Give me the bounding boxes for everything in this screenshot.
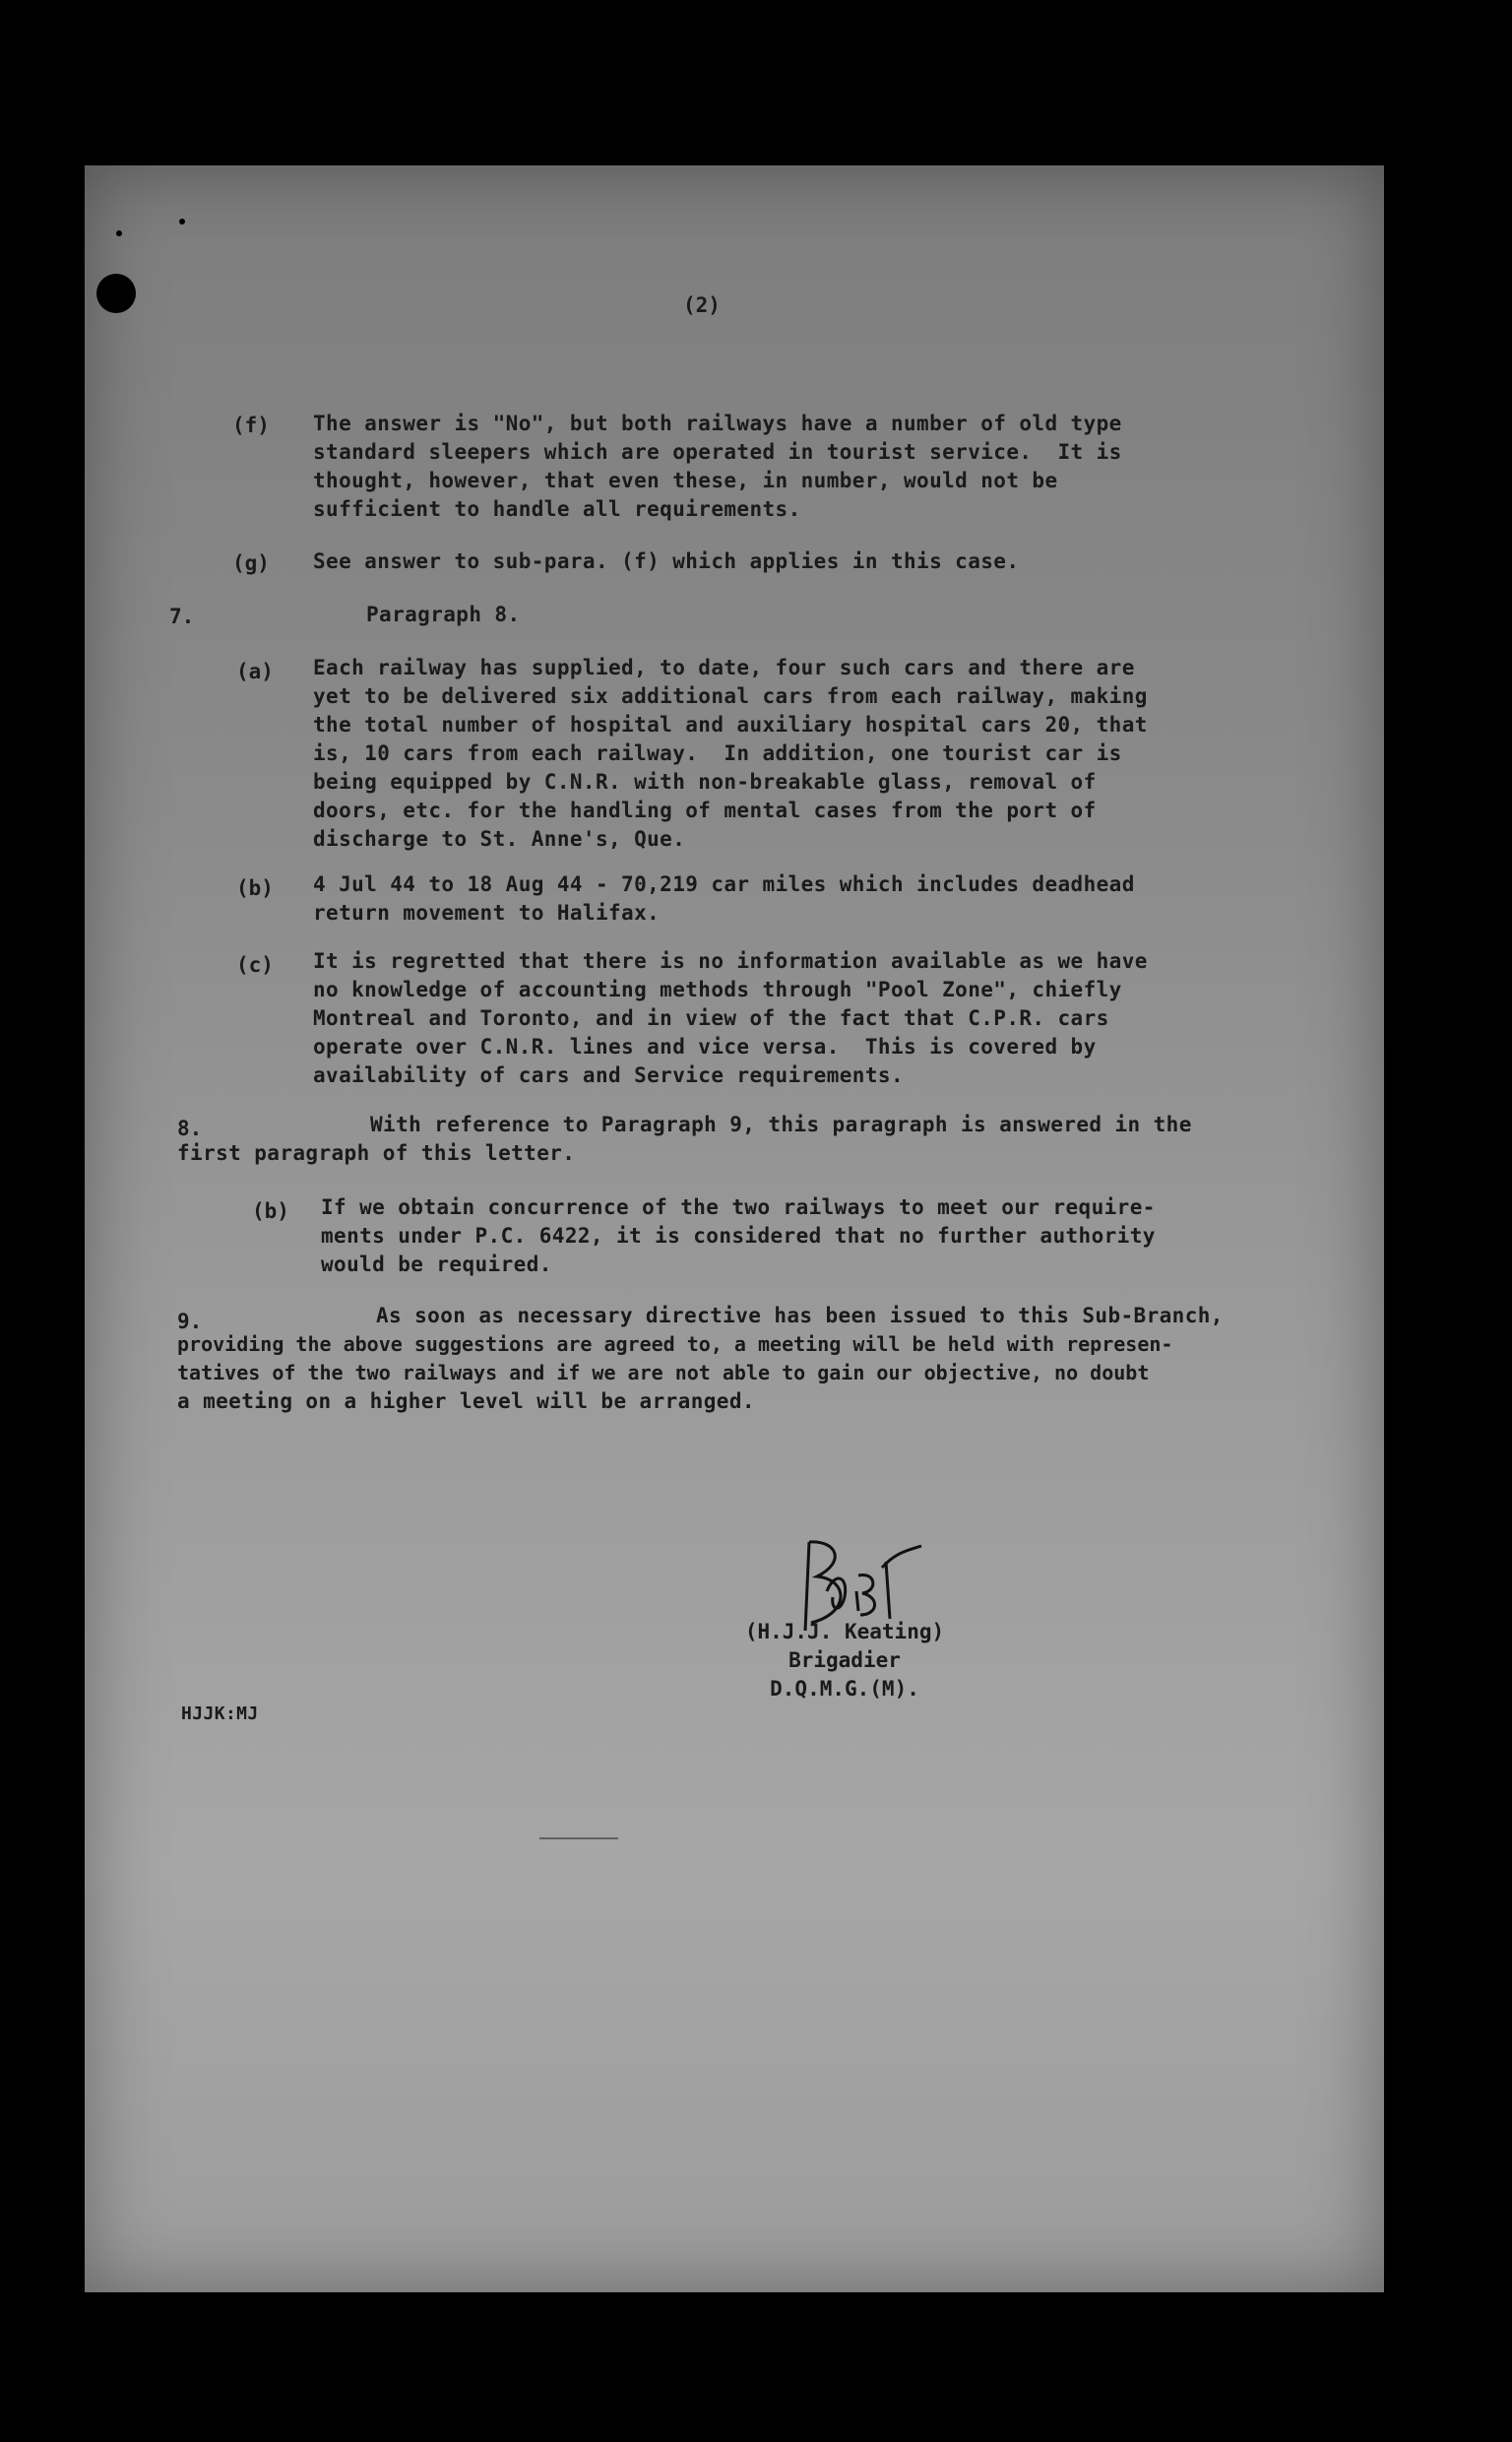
para-f-line: sufficient to handle all requirements. (313, 497, 801, 521)
para-label: (b) (252, 1199, 289, 1223)
para-label: (f) (232, 414, 270, 437)
para-a-line: Each railway has supplied, to date, four such cars and there are (313, 656, 1135, 679)
para-label: (c) (236, 953, 274, 977)
para-f-line: The answer is "No", but both railways have a number of old type (313, 412, 1122, 435)
para-label: 9. (177, 1310, 203, 1333)
para-label: (a) (236, 660, 274, 683)
para-c-line: availability of cars and Service requirements. (313, 1063, 904, 1087)
para-9-line: a meeting on a higher level will be arranged. (177, 1389, 755, 1413)
para-8b-line: would be required. (321, 1253, 552, 1276)
para-a-line: doors, etc. for the handling of mental cases from the port of (313, 799, 1097, 822)
speck (116, 230, 122, 236)
para-label: (g) (232, 551, 270, 575)
punch-hole (96, 274, 136, 313)
para-label: (b) (236, 876, 274, 900)
page-number: (2) (683, 293, 721, 317)
para-g-line: See answer to sub-para. (f) which applies in this case. (313, 549, 1020, 573)
signatory-rank: Brigadier (788, 1648, 901, 1672)
para-c-line: no knowledge of accounting methods through "Pool Zone", chiefly (313, 978, 1122, 1001)
para-8-line: first paragraph of this letter. (177, 1141, 576, 1165)
para-c-line: operate over C.N.R. lines and vice versa. This is covered by (313, 1035, 1097, 1059)
para-9-line: As soon as necessary directive has been issued to this Sub-Branch, (376, 1304, 1224, 1327)
para-label: 7. (169, 605, 195, 628)
para-a-line: the total number of hospital and auxiliary hospital cars 20, that (313, 713, 1148, 737)
para-c-line: Montreal and Toronto, and in view of the fact that C.P.R. cars (313, 1006, 1109, 1030)
para-c-line: It is regretted that there is no information available as we have (313, 949, 1148, 973)
para-label: 8. (177, 1117, 203, 1140)
para-8b-line: ments under P.C. 6422, it is considered that no further authority (321, 1224, 1156, 1248)
para-9-line: providing the above suggestions are agreed to, a meeting will be held with represen- (177, 1332, 1173, 1356)
speck (179, 219, 185, 225)
para-8b-line: If we obtain concurrence of the two railways to meet our require- (321, 1195, 1156, 1219)
para-a-line: is, 10 cars from each railway. In addition, one tourist car is (313, 741, 1122, 765)
para-7-heading: Paragraph 8. (366, 603, 521, 626)
signatory-title: D.Q.M.G.(M). (770, 1677, 919, 1701)
para-f-line: standard sleepers which are operated in tourist service. It is (313, 440, 1122, 464)
signatory-name: (H.J.J. Keating) (744, 1620, 945, 1643)
reference-initials: HJJK:MJ (181, 1703, 259, 1724)
para-a-line: being equipped by C.N.R. with non-breakable glass, removal of (313, 770, 1097, 794)
para-8-line: With reference to Paragraph 9, this paragraph is answered in the (370, 1113, 1192, 1136)
para-a-line: yet to be delivered six additional cars from each railway, making (313, 684, 1148, 708)
para-9-line: tatives of the two railways and if we are not able to gain our objective, no doubt (177, 1361, 1150, 1384)
para-b-line: 4 Jul 44 to 18 Aug 44 - 70,219 car miles which includes deadhead (313, 872, 1135, 896)
para-f-line: thought, however, that even these, in number, would not be (313, 469, 1058, 492)
para-b-line: return movement to Halifax. (313, 901, 661, 925)
divider (539, 1837, 618, 1839)
para-a-line: discharge to St. Anne's, Que. (313, 827, 686, 851)
